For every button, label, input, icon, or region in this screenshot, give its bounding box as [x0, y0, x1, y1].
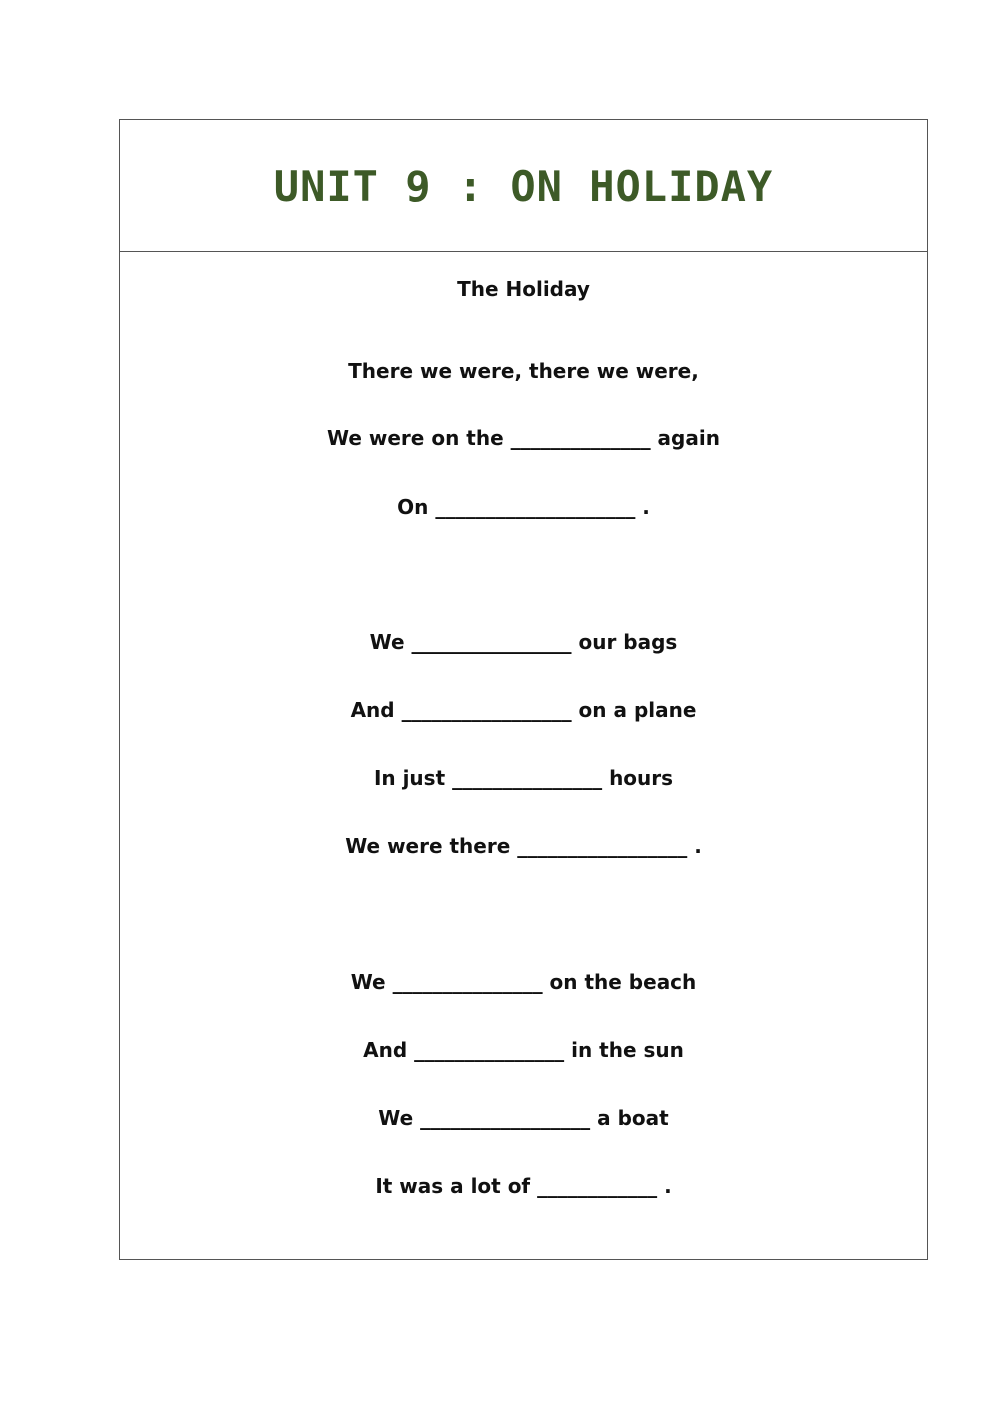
poem-line: And _________________ on a plane: [350, 698, 697, 722]
poem-line: On ____________________ .: [397, 495, 650, 519]
poem-line: There we were, there we were,: [348, 359, 699, 383]
poem-line: In just _______________ hours: [373, 766, 674, 790]
poem-line: We _________________ a boat: [378, 1106, 669, 1130]
poem-line: We were on the ______________ again: [327, 426, 720, 450]
poem-line: We were there _________________ .: [345, 834, 702, 858]
poem-line: We ________________ our bags: [369, 630, 678, 654]
page-title: UNIT 9 : ON HOLIDAY: [273, 162, 774, 211]
poem-line: It was a lot of ____________ .: [375, 1174, 672, 1198]
header-box: [120, 120, 927, 252]
poem-line: And _______________ in the sun: [363, 1038, 684, 1062]
poem-title: The Holiday: [457, 277, 590, 301]
worksheet: [119, 119, 928, 1260]
poem-line: We _______________ on the beach: [350, 970, 697, 994]
